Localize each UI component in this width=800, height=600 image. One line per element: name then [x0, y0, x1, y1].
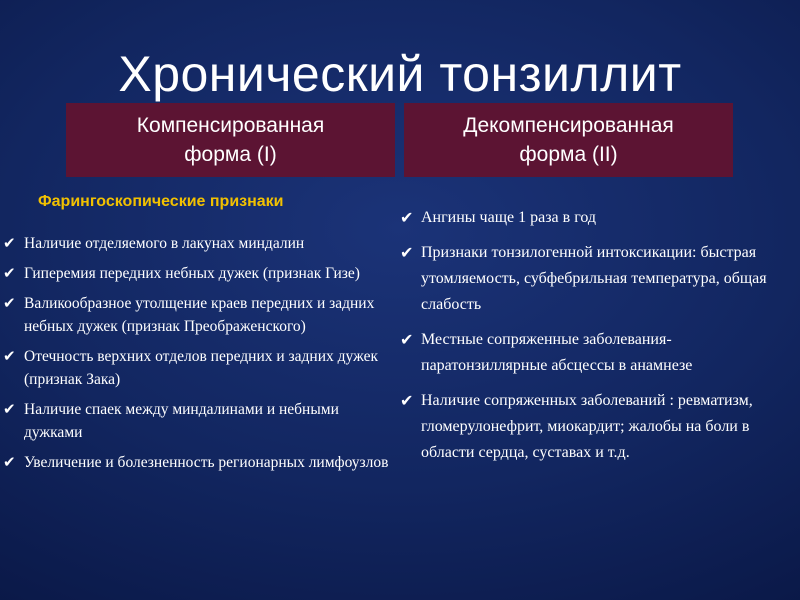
check-icon: ✔ — [3, 264, 16, 282]
list-item-text: Ангины чаще 1 раза в год — [421, 209, 597, 226]
list-item-text: Признаки тонзилогенной интоксикации: быстрая утомляемость, субфебрильная температура, общая слабость — [421, 244, 767, 313]
list-item-text: Увеличение и болезненность регионарных лимфоузлов — [24, 454, 389, 471]
check-icon: ✔ — [3, 400, 16, 418]
list-item — [3, 262, 392, 285]
decompensated-signs-list — [400, 205, 793, 475]
slide-title: Хронический тонзиллит — [118, 46, 682, 102]
compensated-header-line-2: форма (I) — [184, 143, 277, 166]
list-item-text: Наличие сопряженных заболеваний : ревматизм, гломерулонефрит, миокардит; жалобы на боли в области сердца, суставах и т.д. — [421, 392, 753, 461]
check-icon: ✔ — [3, 294, 16, 312]
list-item — [3, 398, 392, 444]
list-item — [400, 327, 793, 379]
list-item — [400, 388, 793, 466]
check-icon: ✔ — [400, 243, 414, 262]
list-item — [3, 292, 392, 338]
list-item-text: Местные сопряженные заболевания- паратонзиллярные абсцессы в анамнезе — [421, 331, 693, 374]
list-item-text: Отечность верхних отделов передних и задних дужек (признак Зака) — [24, 348, 378, 388]
check-icon: ✔ — [400, 208, 414, 227]
compensated-header-line-1: Компенсированная — [136, 114, 325, 137]
list-item — [400, 240, 793, 318]
check-icon: ✔ — [3, 234, 16, 252]
list-item-text: Валикообразное утолщение краев передних и задних небных дужек (признак Преображенского) — [24, 295, 375, 335]
decompensated-header-line-2: форма (II) — [519, 143, 618, 166]
pharyngoscopic-signs-list — [3, 232, 392, 481]
compensated-form-header — [66, 103, 395, 177]
list-item-text: Наличие отделяемого в лакунах миндалин — [24, 235, 305, 252]
check-icon: ✔ — [3, 453, 16, 471]
list-item — [3, 345, 392, 391]
list-item-text: Гиперемия передних небных дужек (признак Гизе) — [24, 265, 360, 282]
check-icon: ✔ — [400, 391, 414, 410]
list-item — [400, 205, 793, 231]
decompensated-header-line-1: Декомпенсированная — [463, 114, 674, 137]
list-item-text: Наличие спаек между миндалинами и небными дужками — [24, 401, 339, 441]
pharyngoscopic-signs-heading: Фарингоскопические признаки — [38, 193, 284, 210]
check-icon: ✔ — [3, 347, 16, 365]
check-icon: ✔ — [400, 330, 414, 349]
decompensated-form-header — [404, 103, 733, 177]
list-item — [3, 232, 392, 255]
list-item — [3, 451, 392, 474]
